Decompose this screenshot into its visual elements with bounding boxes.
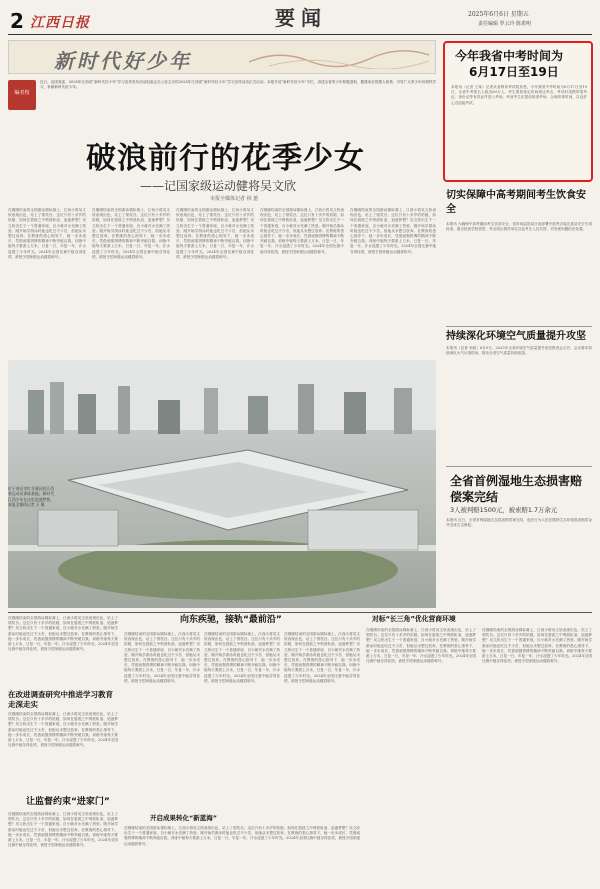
feature-body-col4: 在刚刚结束的全国游泳锦标赛上，江西小将吴文欣表现出色，站上了领奖台。这位只有十多岁的姑娘，如何在碧波之中劈波斩浪、追逐梦想？吴文欣出生于一个普通家庭，自小就对水充满了热爱。刚开始学游泳时她也吃过不少苦，但她从未想过放弃。在教练的悉心指导下，她一步步成长，凭借顽强拼搏的精神不断突破自我。训练中她每天要游上万米，日复一日，年复一年，汗水浸透了少年时光。2024年全国比赛中她夺得佳绩，被授予国家级运动健将称号。 xyxy=(260,208,344,254)
bottom-left-body-2: 在刚刚结束的全国游泳锦标赛上，江西小将吴文欣表现出色，站上了领奖台。这位只有十多岁的姑娘，如何在碧波之中劈波斩浪、追逐梦想？吴文欣出生于一个普通家庭，自小就对水充满了热爱。刚开始学游泳时她也吃过不少苦，但她从未想过放弃。在教练的悉心指导下，她一步步成长，凭借顽强拼搏的精神不断突破自我。训练中她每天要游上万米，日复一日，年复一年，汗水浸透了少年时光。2024年全国比赛中她夺得佳绩，被授予国家级运动健将称号。 xyxy=(8,712,118,748)
photo-buildings-graphic xyxy=(8,360,436,608)
wave-decoration-icon xyxy=(249,47,429,69)
divider xyxy=(446,326,592,327)
bottom-center-body-1: 在刚刚结束的全国游泳锦标赛上，江西小将吴文欣表现出色，站上了领奖台。这位只有十多岁的姑娘，如何在碧波之中劈波斩浪、追逐梦想？吴文欣出生于一个普通家庭，自小就对水充满了热爱。刚开始学游泳时她也吃过不少苦，但她从未想过放弃。在教练的悉心指导下，她一步步成长，凭借顽强拼搏的精神不断突破自我。训练中她每天要游上万米，日复一日，年复一年，汗水浸透了少年时光。2024年全国比赛中她夺得佳绩，被授予国家级运动健将称号。 xyxy=(124,632,200,683)
bottom-left-body-1: 在刚刚结束的全国游泳锦标赛上，江西小将吴文欣表现出色，站上了领奖台。这位只有十多岁的姑娘，如何在碧波之中劈波斩浪、追逐梦想？吴文欣出生于一个普通家庭，自小就对水充满了热爱。刚开始学游泳时她也吃过不少苦，但她从未想过放弃。在教练的悉心指导下，她一步步成长，凭借顽强拼搏的精神不断突破自我。训练中她每天要游上万米，日复一日，年复一年，汗水浸透了少年时光。2024年全国比赛中她夺得佳绩，被授予国家级运动健将称号。 xyxy=(8,616,118,652)
top-news-body: 本报讯（记者 王琛）记者从省教育考试院获悉，今年我省中考时间为6月17日至19日，全省中考报名人数近60万人。考生要按规定时间到达考点，考试时须携带准考证、身份证等有效证件进入考场。考前考生应提前熟悉考场，合理安排时间，以良好心态迎接考试。 xyxy=(451,85,587,105)
bottom-center-body-2: 在刚刚结束的全国游泳锦标赛上，江西小将吴文欣表现出色，站上了领奖台。这位只有十多岁的姑娘，如何在碧波之中劈波斩浪、追逐梦想？吴文欣出生于一个普通家庭，自小就对水充满了热爱。刚开始学游泳时她也吃过不少苦，但她从未想过放弃。在教练的悉心指导下，她一步步成长，凭借顽强拼搏的精神不断突破自我。训练中她每天要游上万米，日复一日，年复一年，汗水浸透了少年时光。2024年全国比赛中她夺得佳绩，被授予国家级运动健将称号。 xyxy=(204,632,280,683)
page-number: 2 xyxy=(10,9,24,33)
top-news-title-line1: 今年我省中考时间为 xyxy=(455,49,564,63)
feature-subhead: ——记国家级运动健将吴文欣 xyxy=(140,179,297,193)
bottom-center-subtitle: 开启成果转化“新蓝海” xyxy=(150,814,218,822)
divider xyxy=(446,466,592,467)
bottom-left-title-2: 让监督约束“进家门” xyxy=(26,797,110,807)
article-title-air-quality: 持续深化环境空气质量提升攻坚 xyxy=(446,331,586,342)
bottom-right-title: 对标“长三角”优化营商环境 xyxy=(372,615,456,623)
feature-banner xyxy=(8,40,436,74)
bottom-center-title: 向东疾驰，接轨“最前沿” xyxy=(180,615,282,625)
aerial-photo xyxy=(8,360,436,608)
article-body-wetland: 本报讯 近日，全省首例湿地生态损害赔偿案完结，违法行为人依法缴纳生态环境损害赔偿金并完成生态修复。 xyxy=(446,518,592,528)
feature-byline: 本报全媒体记者 林 蕙 xyxy=(210,196,259,202)
article-title-wetland: 全省首例湿地生态损害赔偿案完结 xyxy=(450,474,583,504)
section-title: 要闻 xyxy=(275,6,327,30)
header-rule xyxy=(8,34,592,35)
page-header xyxy=(0,0,600,36)
bottom-rule xyxy=(8,612,592,613)
top-news-title-line2: 6月17日至19日 xyxy=(469,65,559,79)
feature-body-col1: 在刚刚结束的全国游泳锦标赛上，江西小将吴文欣表现出色，站上了领奖台。这位只有十多岁的姑娘，如何在碧波之中劈波斩浪、追逐梦想？吴文欣出生于一个普通家庭，自小就对水充满了热爱。刚开始学游泳时她也吃过不少苦，但她从未想过放弃。在教练的悉心指导下，她一步步成长，凭借顽强拼搏的精神不断突破自我。训练中她每天要游上万米，日复一日，年复一年，汗水浸透了少年时光。2024年全国比赛中她夺得佳绩，被授予国家级运动健将称号。 xyxy=(8,208,86,259)
bottom-left-body-3: 在刚刚结束的全国游泳锦标赛上，江西小将吴文欣表现出色，站上了领奖台。这位只有十多岁的姑娘，如何在碧波之中劈波斩浪、追逐梦想？吴文欣出生于一个普通家庭，自小就对水充满了热爱。刚开始学游泳时她也吃过不少苦，但她从未想过放弃。在教练的悉心指导下，她一步步成长，凭借顽强拼搏的精神不断突破自我。训练中她每天要游上万米，日复一日，年复一年，汗水浸透了少年时光。2024年全国比赛中她夺得佳绩，被授予国家级运动健将称号。 xyxy=(8,812,118,848)
feature-body-col2: 在刚刚结束的全国游泳锦标赛上，江西小将吴文欣表现出色，站上了领奖台。这位只有十多岁的姑娘，如何在碧波之中劈波斩浪、追逐梦想？吴文欣出生于一个普通家庭，自小就对水充满了热爱。刚开始学游泳时她也吃过不少苦，但她从未想过放弃。在教练的悉心指导下，她一步步成长，凭借顽强拼搏的精神不断突破自我。训练中她每天要游上万米，日复一日，年复一年，汗水浸透了少年时光。2024年全国比赛中她夺得佳绩，被授予国家级运动健将称号。 xyxy=(92,208,170,259)
feature-body-col5: 在刚刚结束的全国游泳锦标赛上，江西小将吴文欣表现出色，站上了领奖台。这位只有十多岁的姑娘，如何在碧波之中劈波斩浪、追逐梦想？吴文欣出生于一个普通家庭，自小就对水充满了热爱。刚开始学游泳时她也吃过不少苦，但她从未想过放弃。在教练的悉心指导下，她一步步成长，凭借顽强拼搏的精神不断突破自我。训练中她每天要游上万米，日复一日，年复一年，汗水浸透了少年时光。2024年全国比赛中她夺得佳绩，被授予国家级运动健将称号。 xyxy=(350,208,436,254)
editor-note-text: 近日，由团省委、2025年江西省“新时代好少年”学习宣传发布活动组委会办公室主办的2025年江西省“新时代好少年”学习宣传活动正式启动。本报开设“新时代好少年”专栏，讲述全省青少年积极进取、健康成长的感人故事，引导广大青少年向榜样学习，争做新时代好少年。 xyxy=(40,80,436,90)
article-body-food-safety: 本报讯 为确保中高考期间考生饮食安全，省市场监管局日前部署开展考点周边食品安全专项检查，重点检查学校食堂、考点周边餐饮单位以及考生入住宾馆，对发现问题依法处置。 xyxy=(446,222,592,232)
top-news-box xyxy=(443,41,593,182)
feature-body-col3: 在刚刚结束的全国游泳锦标赛上，江西小将吴文欣表现出色，站上了领奖台。这位只有十多岁的姑娘，如何在碧波之中劈波斩浪、追逐梦想？吴文欣出生于一个普通家庭，自小就对水充满了热爱。刚开始学游泳时她也吃过不少苦，但她从未想过放弃。在教练的悉心指导下，她一步步成长，凭借顽强拼搏的精神不断突破自我。训练中她每天要游上万米，日复一日，年复一年，汗水浸透了少年时光。2024年全国比赛中她夺得佳绩，被授予国家级运动健将称号。 xyxy=(176,208,254,259)
bottom-center-body-4: 在刚刚结束的全国游泳锦标赛上，江西小将吴文欣表现出色，站上了领奖台。这位只有十多岁的姑娘，如何在碧波之中劈波斩浪、追逐梦想？吴文欣出生于一个普通家庭，自小就对水充满了热爱。刚开始学游泳时她也吃过不少苦，但她从未想过放弃。在教练的悉心指导下，她一步步成长，凭借顽强拼搏的精神不断突破自我。训练中她每天要游上万米，日复一日，年复一年，汗水浸透了少年时光。2024年全国比赛中她夺得佳绩，被授予国家级运动健将称号。 xyxy=(124,826,360,846)
editor-note-badge xyxy=(8,80,36,110)
bottom-center-body-3: 在刚刚结束的全国游泳锦标赛上，江西小将吴文欣表现出色，站上了领奖台。这位只有十多岁的姑娘，如何在碧波之中劈波斩浪、追逐梦想？吴文欣出生于一个普通家庭，自小就对水充满了热爱。刚开始学游泳时她也吃过不少苦，但她从未想过放弃。在教练的悉心指导下，她一步步成长，凭借顽强拼搏的精神不断突破自我。训练中她每天要游上万米，日复一日，年复一年，汗水浸透了少年时光。2024年全国比赛中她夺得佳绩，被授予国家级运动健将称号。 xyxy=(284,632,360,683)
bottom-left-title-1: 在改进调查研究中推进学习教育走深走实 xyxy=(8,690,113,709)
feature-headline: 破浪前行的花季少女 xyxy=(86,141,365,176)
photo-caption: 位于南昌市红谷滩区的江西省运动员训练基地。新时代江西少年在这里追逐梦想。本报全媒体记者 王 摄 xyxy=(8,486,54,508)
article-subtitle-wetland: 3人被判赔1500元，被索赔1.7万余元 xyxy=(450,506,558,514)
article-body-air-quality: 本报讯（记者 李政）6月5日，2025年全省环境空气质量提升攻坚推进会召开，会议要求持续深化大气污染防治，推动全省空气质量持续改善。 xyxy=(446,346,592,356)
article-title-food-safety: 切实保障中高考期间考生饮食安全 xyxy=(446,190,586,215)
issue-date: 2025年6月6日 星期五 xyxy=(468,11,529,18)
bottom-right-body-1: 在刚刚结束的全国游泳锦标赛上，江西小将吴文欣表现出色，站上了领奖台。这位只有十多岁的姑娘，如何在碧波之中劈波斩浪、追逐梦想？吴文欣出生于一个普通家庭，自小就对水充满了热爱。刚开始学游泳时她也吃过不少苦，但她从未想过放弃。在教练的悉心指导下，她一步步成长，凭借顽强拼搏的精神不断突破自我。训练中她每天要游上万米，日复一日，年复一年，汗水浸透了少年时光。2024年全国比赛中她夺得佳绩，被授予国家级运动健将称号。 xyxy=(366,628,476,664)
bottom-right-body-2: 在刚刚结束的全国游泳锦标赛上，江西小将吴文欣表现出色，站上了领奖台。这位只有十多岁的姑娘，如何在碧波之中劈波斩浪、追逐梦想？吴文欣出生于一个普通家庭，自小就对水充满了热爱。刚开始学游泳时她也吃过不少苦，但她从未想过放弃。在教练的悉心指导下，她一步步成长，凭借顽强拼搏的精神不断突破自我。训练中她每天要游上万米，日复一日，年复一年，汗水浸透了少年时光。2024年全国比赛中她夺得佳绩，被授予国家级运动健将称号。 xyxy=(482,628,592,664)
editor-credit: 责任编辑 罗云玲 陈希明 xyxy=(478,21,532,27)
banner-title: 新时代好少年 xyxy=(54,49,192,73)
paper-name-logo: 江西日报 xyxy=(30,15,90,31)
editor-note-label: 编者按 xyxy=(14,90,30,96)
